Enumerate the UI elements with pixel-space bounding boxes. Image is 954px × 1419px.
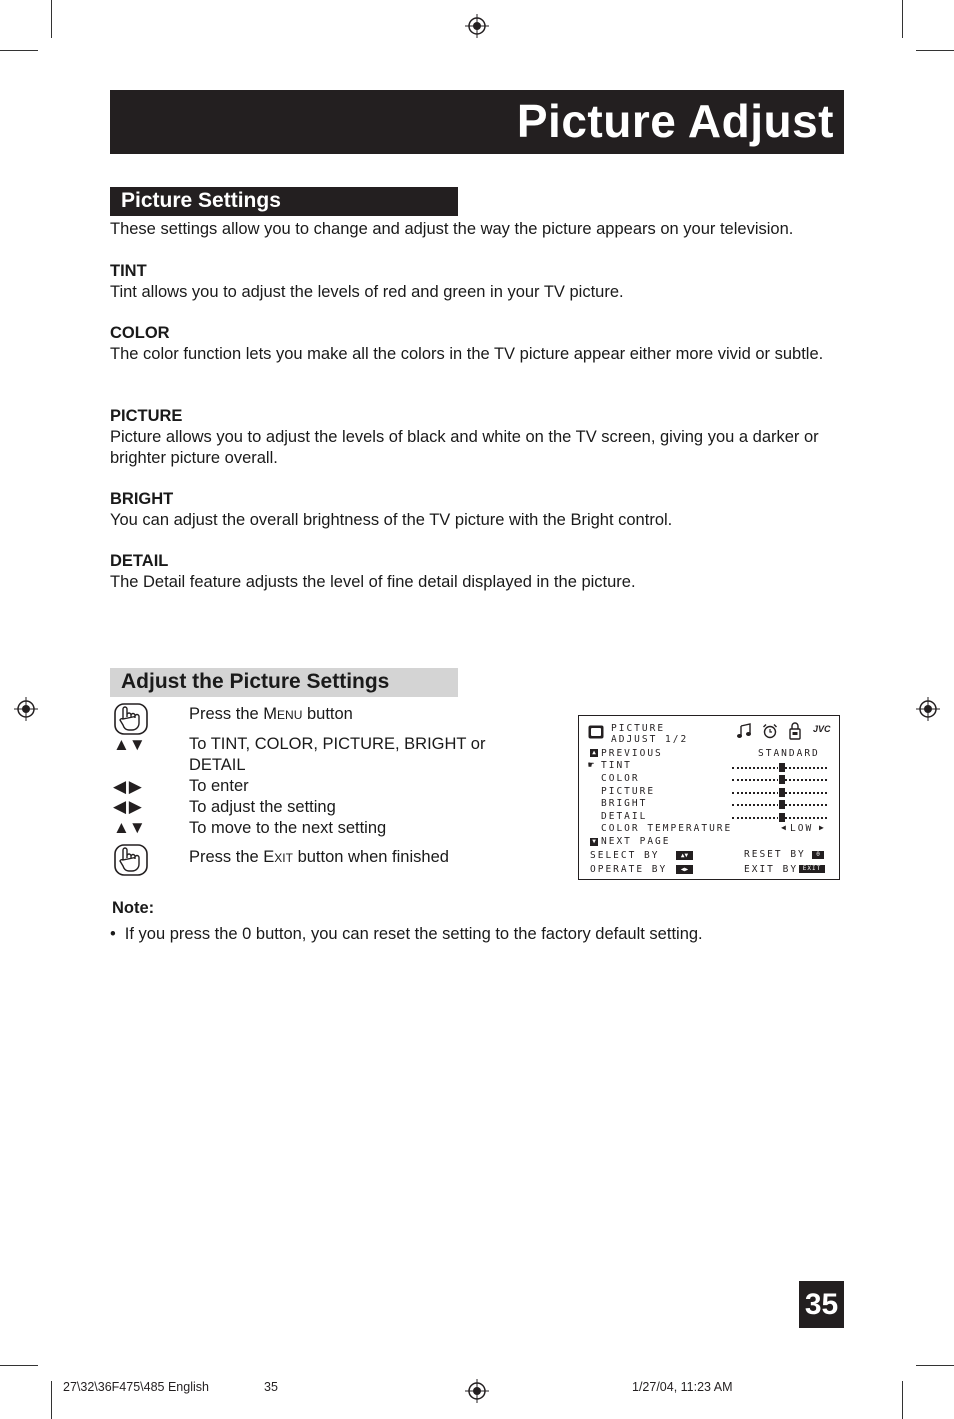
brand-logo: JVC — [813, 724, 831, 734]
osd-color-temperature-value: LOW — [790, 823, 814, 834]
step-press-exit: Press the Exit button when finished — [189, 848, 449, 866]
osd-select-hint: SELECT BY — [590, 850, 660, 861]
section-heading-adjust — [110, 668, 458, 697]
step-enter: To enter — [189, 777, 249, 795]
osd-row-detail: DETAIL — [601, 811, 648, 822]
osd-picture-adjust-menu — [578, 715, 840, 880]
up-arrow-icon: ▲ — [590, 749, 598, 757]
left-right-arrow-icon: ◀ ▶ — [113, 777, 141, 796]
osd-row-color-temperature: COLOR TEMPERATURE — [601, 823, 733, 834]
setting-description: Picture allows you to adjust the levels of black and white on the TV screen, giving you a darker or brighter picture overall. — [110, 428, 819, 467]
setting-description: The color function lets you make all the colors in the TV picture appear either more vivid or subtle. — [110, 345, 824, 363]
section-heading-text: Picture Settings — [121, 189, 281, 212]
setting-label: TINT — [110, 262, 147, 280]
osd-reset-hint: RESET BY — [744, 849, 806, 860]
down-arrow-icon: ▼ — [590, 838, 598, 846]
intro-paragraph: These settings allow you to change and adjust the way the picture appears on your television. — [110, 220, 794, 238]
left-right-arrow-icon: ◀ ▶ — [113, 797, 141, 816]
osd-slider-tint — [732, 767, 827, 769]
crop-mark — [51, 0, 52, 38]
step-next-setting: To move to the next setting — [189, 819, 387, 837]
setting-description: The Detail feature adjusts the level of fine detail displayed in the picture. — [110, 573, 636, 591]
osd-exit-hint: EXIT BY — [744, 864, 799, 875]
page-number: 35 — [799, 1281, 844, 1328]
crop-mark — [902, 0, 903, 38]
exit-key-label: Exit — [263, 848, 293, 866]
up-down-arrow-icon: ▲▼ — [113, 818, 145, 837]
crop-mark — [916, 1365, 954, 1366]
up-down-arrow-icon: ▲▼ — [676, 851, 693, 860]
osd-mode: STANDARD — [758, 748, 820, 759]
osd-row-tint: TINT — [601, 760, 632, 771]
step-press-menu: Press the Menu button — [189, 705, 353, 723]
crop-mark — [51, 1381, 52, 1419]
setting-detail — [110, 551, 844, 593]
setting-label: DETAIL — [110, 552, 169, 570]
osd-title: PICTURE — [611, 723, 666, 734]
registration-mark-icon — [14, 697, 38, 721]
footer-timestamp: 1/27/04, 11:23 AM — [632, 1380, 733, 1394]
setting-label: PICTURE — [110, 407, 183, 425]
setting-label: COLOR — [110, 324, 170, 342]
setting-color — [110, 323, 844, 365]
left-arrow-icon: ◀ — [781, 823, 786, 832]
osd-operate-hint: OPERATE BY — [590, 864, 668, 875]
registration-mark-icon — [465, 14, 489, 38]
osd-slider-detail — [732, 817, 827, 819]
note-text: • If you press the 0 button, you can reset the setting to the factory default setting. — [110, 925, 703, 943]
zero-key-badge: 0 — [812, 851, 824, 859]
step-adjust: To adjust the setting — [189, 798, 336, 816]
setting-label: BRIGHT — [110, 490, 174, 508]
pointer-hand-icon: ☛ — [588, 760, 595, 771]
registration-mark-icon — [916, 697, 940, 721]
osd-slider-picture — [732, 792, 827, 794]
registration-mark-icon — [465, 1379, 489, 1403]
footer-page: 35 — [264, 1380, 278, 1394]
crop-mark — [916, 50, 954, 51]
osd-row-picture: PICTURE — [601, 786, 656, 797]
crop-mark — [902, 1381, 903, 1419]
osd-slider-bright — [732, 804, 827, 806]
page-title-bar — [110, 90, 844, 154]
footer-file: 27\32\36F475\485 English — [63, 1380, 209, 1394]
osd-next-page: NEXT PAGE — [601, 836, 671, 847]
left-right-arrow-icon: ◀▶ — [676, 865, 693, 874]
setting-bright — [110, 489, 844, 531]
crop-mark — [0, 50, 38, 51]
hand-press-icon — [114, 703, 148, 735]
osd-row-bright: BRIGHT — [601, 798, 648, 809]
section-heading-text: Adjust the Picture Settings — [121, 670, 390, 693]
note-label: Note: — [112, 899, 155, 917]
crop-mark — [0, 1365, 38, 1366]
setting-description: Tint allows you to adjust the levels of red and green in your TV picture. — [110, 283, 624, 301]
alarm-clock-icon — [762, 723, 778, 739]
lock-icon — [789, 722, 801, 740]
osd-row-color: COLOR — [601, 773, 640, 784]
picture-icon — [588, 725, 604, 739]
osd-slider-color — [732, 779, 827, 781]
setting-tint — [110, 261, 844, 303]
setting-picture — [110, 406, 844, 469]
section-heading-picture-settings — [110, 187, 458, 216]
osd-previous: PREVIOUS — [601, 748, 663, 759]
step-select-setting: To TINT, COLOR, PICTURE, BRIGHT or DETAIL — [189, 735, 486, 774]
right-arrow-icon: ▶ — [819, 823, 824, 832]
up-down-arrow-icon: ▲▼ — [113, 735, 145, 754]
menu-key-label: Menu — [263, 705, 303, 723]
music-note-icon — [736, 723, 752, 739]
hand-press-icon — [114, 844, 148, 876]
page-title: Picture Adjust — [516, 95, 834, 147]
setting-description: You can adjust the overall brightness of the TV picture with the Bright control. — [110, 511, 673, 529]
exit-key-badge: EXIT — [799, 865, 825, 873]
osd-subtitle: ADJUST 1/2 — [611, 734, 689, 745]
